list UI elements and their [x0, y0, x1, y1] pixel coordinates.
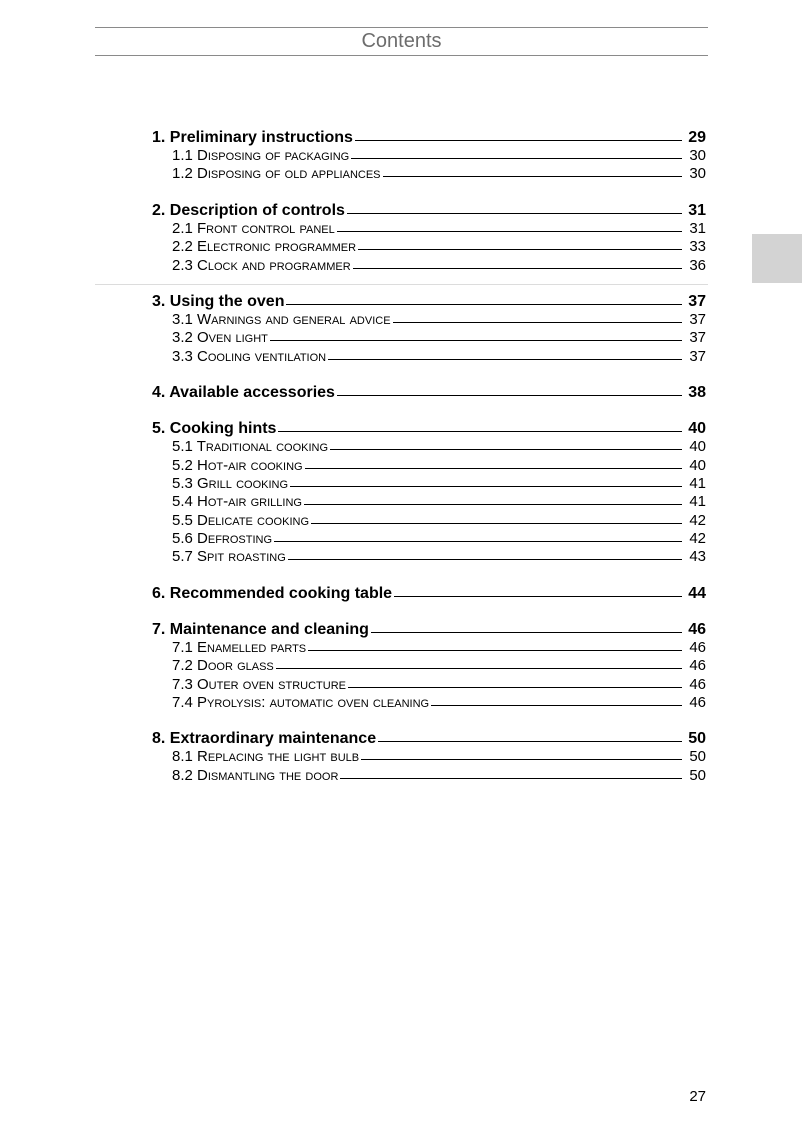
toc-chapter[interactable]	[152, 383, 706, 402]
dot-leader	[305, 468, 682, 469]
toc-item[interactable]	[152, 639, 706, 657]
dot-leader	[355, 140, 682, 141]
toc-item-label: 2.2 Electronic programmer	[172, 238, 357, 256]
toc-item-label: 7.4 Pyrolysis: automatic oven cleaning	[172, 694, 430, 712]
dot-leader	[351, 158, 682, 159]
toc-item-label: 3.3 Cooling ventilation	[172, 347, 327, 365]
toc-item-page: 30	[689, 165, 706, 183]
toc-item-page: 41	[689, 493, 706, 511]
toc-chapter-page: 29	[688, 129, 706, 146]
dot-leader	[311, 523, 682, 524]
toc-item-page: 50	[689, 748, 706, 766]
toc-item-page: 42	[689, 530, 706, 548]
toc-item[interactable]	[152, 530, 706, 548]
dot-leader	[270, 340, 682, 341]
dot-leader	[361, 759, 682, 760]
dot-leader	[288, 559, 682, 560]
dot-leader	[383, 176, 682, 177]
toc-item-label: 5.4 Hot-air grilling	[172, 493, 302, 511]
toc-item-page: 46	[689, 675, 706, 693]
toc-item-label: 7.1 Enamelled parts	[172, 638, 307, 656]
header-top-rule	[95, 27, 708, 28]
toc-item-label: 3.1 Warnings and general advice	[172, 310, 391, 328]
dot-leader	[358, 249, 682, 250]
toc-item[interactable]	[152, 493, 706, 511]
section-tab-marker	[752, 234, 802, 283]
toc-item-page: 46	[689, 694, 706, 712]
toc-item[interactable]	[152, 457, 706, 475]
toc-item-label: 5.6 Defrosting	[172, 530, 273, 548]
dot-leader	[347, 213, 682, 214]
dot-leader	[371, 632, 682, 633]
toc-item-label: 3.2 Oven light	[172, 329, 268, 347]
toc-item[interactable]	[152, 657, 706, 675]
dot-leader	[308, 650, 682, 651]
toc-item[interactable]	[152, 220, 706, 238]
toc-item-label: 5.7 Spit roasting	[172, 548, 286, 566]
toc-item[interactable]	[152, 548, 706, 566]
dot-leader	[393, 322, 682, 323]
toc-item[interactable]	[152, 748, 706, 766]
toc-chapter-label: 4. Available accessories	[152, 384, 335, 402]
dot-leader	[337, 231, 682, 232]
toc-item-label: 7.2 Door glass	[172, 657, 274, 675]
toc-item[interactable]	[152, 512, 706, 530]
toc-item-page: 30	[689, 147, 706, 164]
toc-chapter-page: 40	[688, 420, 706, 438]
dot-leader	[394, 596, 682, 597]
toc-chapter[interactable]	[152, 584, 706, 603]
toc-item[interactable]	[152, 311, 706, 329]
dot-leader	[431, 705, 682, 706]
toc-chapter[interactable]	[152, 729, 706, 748]
toc-chapter-page: 31	[688, 201, 706, 219]
toc-item-page: 40	[689, 438, 706, 456]
dot-leader	[340, 778, 682, 779]
toc-item-page: 37	[689, 329, 706, 347]
table-of-contents	[152, 128, 706, 785]
toc-item-label: 5.3 Grill cooking	[172, 474, 289, 492]
toc-item[interactable]	[152, 348, 706, 366]
toc-item-page: 31	[689, 219, 706, 237]
toc-chapter-page: 38	[688, 384, 706, 402]
toc-item-page: 41	[689, 474, 706, 492]
toc-item-page: 46	[689, 638, 706, 656]
toc-chapter-label: 2. Description of controls	[152, 201, 345, 219]
toc-item[interactable]	[152, 257, 706, 275]
toc-chapter-page: 50	[688, 730, 706, 748]
dot-leader	[353, 268, 682, 269]
toc-item[interactable]	[152, 475, 706, 493]
toc-chapter[interactable]	[152, 128, 706, 147]
toc-item-label: 8.1 Replacing the light bulb	[172, 748, 360, 766]
toc-chapter[interactable]	[152, 201, 706, 220]
dot-leader	[328, 359, 682, 360]
toc-item-label: 2.3 Clock and programmer	[172, 256, 351, 274]
toc-item[interactable]	[152, 676, 706, 694]
toc-chapter[interactable]	[152, 620, 706, 639]
toc-item-label: 5.5 Delicate cooking	[172, 511, 309, 529]
toc-chapter-page: 44	[688, 584, 706, 602]
toc-item-page: 43	[689, 548, 706, 566]
toc-item[interactable]	[152, 767, 706, 785]
toc-item-page: 37	[689, 347, 706, 365]
toc-chapter-label: 3. Using the oven	[152, 292, 285, 310]
page-number: 27	[689, 1088, 706, 1105]
toc-item-page: 42	[689, 511, 706, 529]
toc-item-page: 36	[689, 256, 706, 274]
toc-item-label: 7.3 Outer oven structure	[172, 675, 346, 693]
toc-item[interactable]	[152, 694, 706, 712]
toc-item[interactable]	[152, 329, 706, 347]
dot-leader	[286, 304, 682, 305]
toc-item-page: 40	[689, 456, 706, 474]
toc-item-label: 1.2 Disposing of old appliances	[172, 165, 381, 183]
toc-chapter-page: 46	[688, 620, 706, 638]
toc-chapter[interactable]	[152, 419, 706, 438]
toc-chapter-label: 8. Extraordinary maintenance	[152, 730, 377, 748]
toc-item-label: 5.1 Traditional cooking	[172, 438, 329, 456]
dot-leader	[337, 395, 682, 396]
header-bottom-rule	[95, 55, 708, 56]
toc-item[interactable]	[152, 147, 706, 165]
toc-chapter-label: 1. Preliminary instructions	[152, 129, 353, 146]
toc-item[interactable]	[152, 438, 706, 456]
dot-leader	[276, 668, 682, 669]
dot-leader	[290, 486, 682, 487]
toc-item[interactable]	[152, 165, 706, 183]
dot-leader	[274, 541, 682, 542]
toc-item-page: 33	[689, 238, 706, 256]
toc-item-label: 8.2 Dismantling the door	[172, 766, 339, 784]
toc-chapter-label: 5. Cooking hints	[152, 420, 277, 438]
toc-item-label: 2.1 Front control panel	[172, 219, 335, 237]
toc-item[interactable]	[152, 238, 706, 256]
page-title: Contents	[361, 30, 442, 52]
dot-leader	[304, 504, 682, 505]
toc-item-page: 50	[689, 766, 706, 784]
dot-leader	[378, 741, 682, 742]
dot-leader	[330, 449, 682, 450]
toc-item-page: 46	[689, 657, 706, 675]
toc-chapter-label: 6. Recommended cooking table	[152, 584, 393, 602]
dot-leader	[278, 431, 682, 432]
toc-item-page: 37	[689, 310, 706, 328]
toc-chapter-label: 7. Maintenance and cleaning	[152, 620, 369, 638]
dot-leader	[348, 687, 682, 688]
toc-chapter-page: 37	[688, 292, 706, 310]
toc-item-label: 1.1 Disposing of packaging	[172, 147, 350, 164]
toc-item-label: 5.2 Hot-air cooking	[172, 456, 303, 474]
toc-chapter[interactable]	[152, 292, 706, 311]
